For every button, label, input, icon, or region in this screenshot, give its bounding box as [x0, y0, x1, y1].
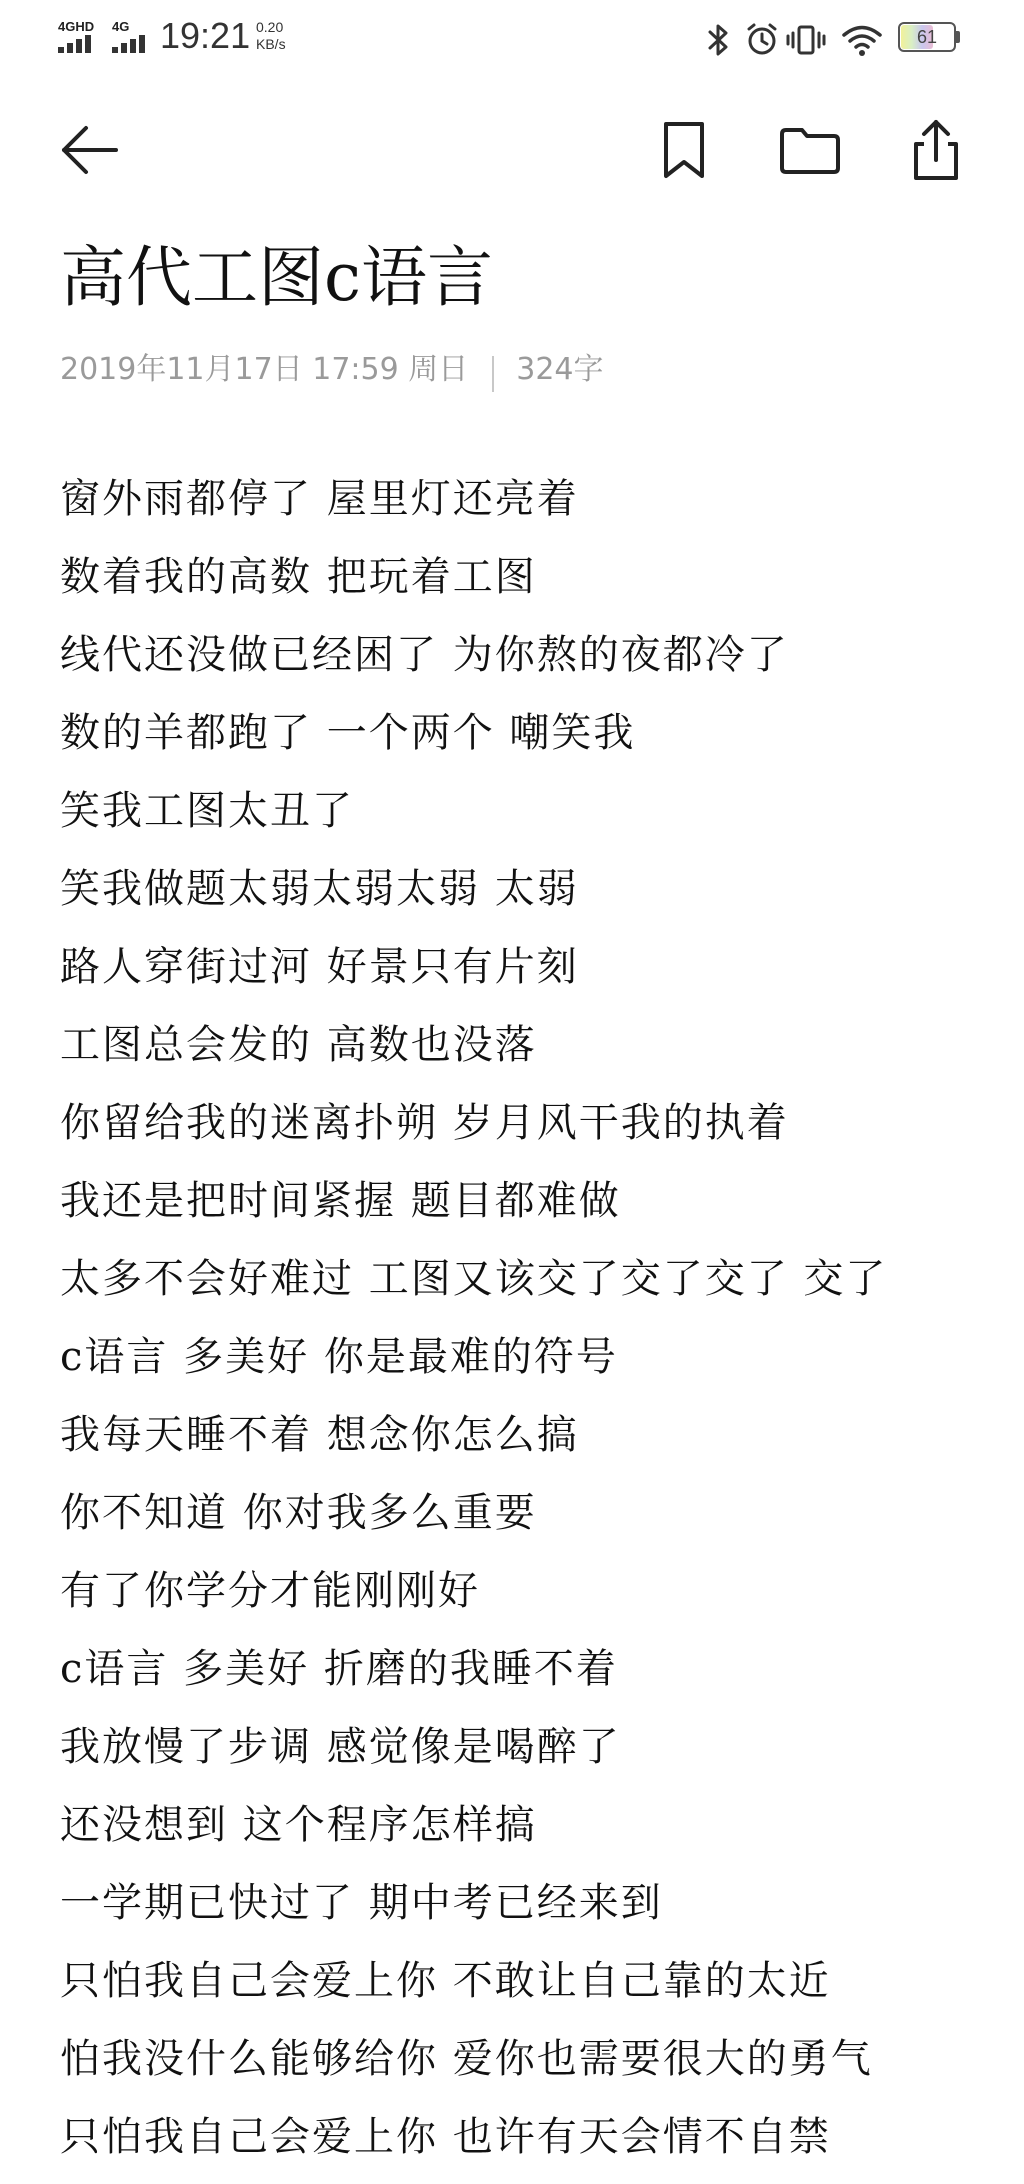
note-title: 高代工图c语言 [60, 239, 493, 316]
battery-level: 61 [916, 27, 938, 47]
note-line: 笑我工图太丑了 [60, 788, 354, 834]
vibrate-icon [786, 20, 826, 60]
folder-icon [770, 110, 850, 190]
alarm-icon [742, 20, 782, 60]
back-arrow-icon [50, 110, 130, 190]
back-button[interactable] [50, 110, 130, 190]
note-line: 怕我没什么能够给你 爱你也需要很大的勇气 [60, 2036, 873, 2082]
note-line: 数着我的高数 把玩着工图 [60, 554, 537, 600]
bookmark-button[interactable] [644, 110, 724, 190]
note-line: 只怕我自己会爱上你 也许有天会情不自禁 [60, 2114, 831, 2160]
note-line: 笑我做题太弱太弱太弱 太弱 [60, 866, 579, 912]
sim2-signal [112, 20, 156, 56]
note-toolbar [0, 100, 1024, 200]
note-line: 我每天睡不着 想念你怎么搞 [60, 1412, 579, 1458]
sim2-network-label: 4G [112, 19, 130, 34]
wifi-icon [840, 20, 880, 60]
note-line: 太多不会好难过 工图又该交了交了交了 交了 [60, 1256, 888, 1302]
note-line: 有了你学分才能刚刚好 [60, 1568, 480, 1614]
share-icon [896, 110, 976, 190]
network-speed-unit: KB/s [256, 36, 286, 52]
sim1-network-label: 4GHD [58, 19, 95, 34]
note-line: 还没想到 这个程序怎样搞 [60, 1802, 537, 1848]
bookmark-icon [644, 110, 724, 190]
note-line: 我放慢了步调 感觉像是喝醉了 [60, 1724, 621, 1770]
note-line: 一学期已快过了 期中考已经来到 [60, 1880, 663, 1926]
note-line: 窗外雨都停了 屋里灯还亮着 [60, 476, 579, 522]
note-line: c语言 多美好 折磨的我睡不着 [60, 1646, 618, 1692]
note-line: 只怕我自己会爱上你 不敢让自己靠的太近 [60, 1958, 831, 2004]
note-line: 工图总会发的 高数也没落 [60, 1022, 537, 1068]
network-speed [256, 19, 286, 53]
note-word-count: 324字 [516, 352, 604, 387]
note-line: 你不知道 你对我多么重要 [60, 1490, 537, 1536]
note-line: c语言 多美好 你是最难的符号 [60, 1334, 618, 1380]
note-line: 线代还没做已经困了 为你熬的夜都冷了 [60, 632, 789, 678]
note-line: 数的羊都跑了 一个两个 嘲笑我 [60, 710, 636, 756]
share-button[interactable] [896, 110, 976, 190]
sim1-signal [58, 20, 102, 56]
bluetooth-icon [698, 20, 738, 60]
note-line: 我还是把时间紧握 题目都难做 [60, 1178, 621, 1224]
network-speed-value: 0.20 [256, 19, 284, 35]
note-line: 路人穿街过河 好景只有片刻 [60, 944, 579, 990]
note-meta [60, 350, 604, 390]
note-datetime: 2019年11月17日 17:59 周日 [60, 352, 469, 387]
note-body[interactable] [60, 460, 980, 2176]
move-to-folder-button[interactable] [770, 110, 850, 190]
meta-divider [492, 356, 494, 392]
battery-icon [898, 22, 962, 54]
status-bar [0, 0, 1024, 80]
note-line: 你留给我的迷离扑朔 岁月风干我的执着 [60, 1100, 789, 1146]
status-time: 19:21 [160, 15, 251, 56]
